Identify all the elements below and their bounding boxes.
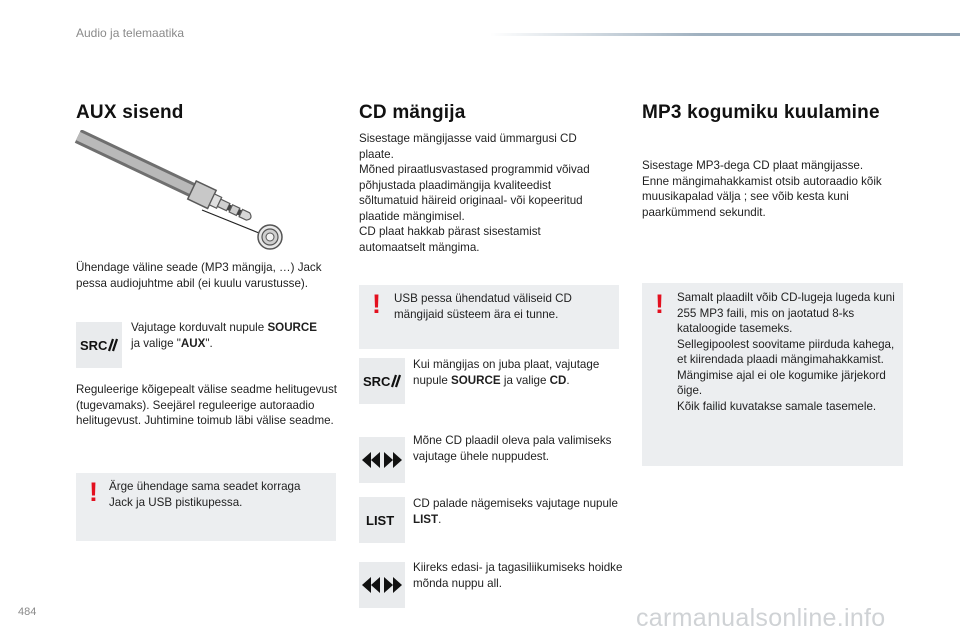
aux-connect-line-1: Ühendage väline seade (MP3 mängija, …) Jack: [76, 261, 322, 274]
cd-list-text-2: .: [438, 512, 442, 526]
aux-src-text-3: ".: [205, 336, 213, 350]
running-header: Audio ja telemaatika: [76, 26, 185, 40]
src-button-glyph: [362, 371, 402, 391]
previous-next-buttons-icon: [359, 562, 405, 608]
src-button-label: SRC: [80, 338, 108, 353]
cd-seek-text: Kiireks edasi- ja tagasiliikumiseks hoidke mõnda nuppu all.: [413, 561, 623, 590]
cd-list-bold: LIST: [413, 512, 439, 526]
cd-heading: CD mängija: [359, 102, 466, 123]
previous-next-buttons-icon: [359, 437, 405, 483]
aux-connect-text: [76, 260, 341, 291]
list-button-icon: [359, 497, 405, 543]
cd-intro-text: Sisestage mängijasse vaid ümmargusi CD plaate. Mõned piraatlusvastased programmid võivad põhjustada plaadimängija kvaliteedist sõltumatuid häireid originaal- või kopeeritud plaatide mängimisel. CD plaat hakkab pärast sisestamist automaatselt mängima.: [359, 132, 590, 254]
cd-source-bold-1: SOURCE: [451, 373, 501, 387]
cd-source-text-1: Kui mängijas on juba plaat, vajutage nupule: [413, 358, 600, 387]
aux-src-bold-2: AUX: [180, 336, 206, 350]
mp3-warning-box: [642, 283, 903, 466]
watermark: carmanualsonline.info: [636, 604, 886, 632]
prev-next-glyph: [360, 451, 404, 469]
seek-glyph: [360, 576, 404, 594]
cd-source-bold-2: CD: [549, 373, 567, 387]
aux-src-text-1: Vajutage korduvalt nupule: [131, 321, 268, 334]
cd-source-instruction: [413, 357, 623, 388]
aux-source-instruction: [131, 320, 336, 351]
source-button-icon: [359, 358, 405, 404]
mp3-intro-text: Sisestage MP3-dega CD plaat mängijasse. Enne mängimahakkamist otsib autoraadio kõik muusikapalad välja ; see võib kesta kuni paarkümmend sekundit.: [642, 159, 882, 219]
src-button-label: SRC: [363, 374, 391, 389]
header-rule: [490, 33, 960, 36]
mp3-heading: MP3 kogumiku kuulamine: [642, 102, 880, 123]
page-number: 484: [18, 606, 37, 618]
warning-icon: !: [89, 477, 98, 507]
mp3-warning-text: Samalt plaadilt võib CD-lugeja lugeda kuni 255 MP3 faili, mis on jaotatud 8-ks kataloogide tasemeks. Sellegipoolest soovitame piirduda kahega, et kiirendada plaadi mängimahakkamist. Mängimise ajal ei ole kogumike järjekord õige. Kõik failid kuvatakse samale tasemele.: [677, 291, 895, 413]
aux-jack-plug-icon: [74, 130, 299, 255]
cd-source-text-3: .: [566, 373, 570, 387]
aux-warning-box: [76, 473, 336, 541]
list-button-label: LIST: [366, 513, 395, 528]
cd-list-text-1: CD palade nägemiseks vajutage nupule: [413, 497, 618, 510]
warning-icon: !: [655, 289, 664, 319]
cd-warning-text: USB pessa ühendatud väliseid CD mängijaid süsteem ära ei tunne.: [394, 292, 572, 321]
aux-src-bold-1: SOURCE: [267, 321, 318, 334]
src-button-glyph: [79, 335, 119, 355]
list-button-glyph: [363, 512, 401, 528]
cd-warning-box: [359, 285, 619, 349]
cd-source-text-2: ja valige: [500, 373, 550, 387]
cd-track-text: Mõne CD plaadil oleva pala valimiseks vajutage ühele nuppudest.: [413, 434, 612, 463]
aux-adjust-text: Reguleerige kõigepealt välise seadme helitugevust (tugevamaks). Seejärel reguleerige autoraadio helitugevust. Juhtimine toimub läbi välise seadme.: [76, 383, 338, 427]
cd-list-instruction: [413, 496, 623, 527]
aux-connect-line-2: pessa audiojuhtme abil (ei kuulu varustusse).: [76, 276, 308, 290]
warning-icon: !: [372, 289, 381, 319]
aux-warning-text: Ärge ühendage sama seadet korraga Jack ja USB pistikupessa.: [109, 480, 301, 509]
source-button-icon: [76, 322, 122, 368]
aux-src-text-2: ja valige ": [131, 336, 181, 350]
aux-heading: AUX sisend: [76, 102, 184, 123]
